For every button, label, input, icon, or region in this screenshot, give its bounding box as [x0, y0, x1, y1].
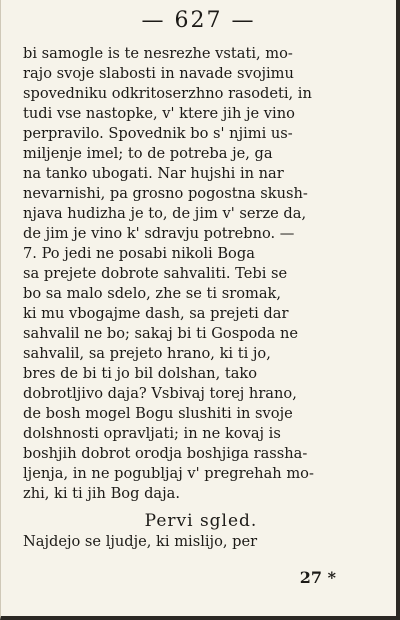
text-line: Najdejo se ljudje, ki mislijo, per [23, 533, 258, 550]
page-number: — 627 — [141, 8, 256, 33]
section-heading: Pervi sgled. [144, 511, 258, 531]
text-line: de bosh mogel Bogu slushiti in svoje [23, 405, 293, 422]
text-line: bi samogle is te nesrezhe vstati, mo- [23, 45, 293, 62]
text-line: dolshnosti opravljati; in ne kovaj is [23, 425, 281, 442]
text-line: ki mu vbogajme dash, sa prejeti dar [23, 305, 289, 322]
text-line: sahvalil ne bo; sakaj bi ti Gospoda ne [23, 325, 299, 342]
text-line: 7. Po jedi ne posabi nikoli Boga [23, 245, 255, 262]
text-line: dobrotljivo daja? Vsbivaj torej hrano, [23, 385, 297, 402]
text-line: perpravilo. Spovednik bo s' njimi us- [23, 125, 293, 142]
text-line: miljenje imel; to de potreba je, ga [23, 145, 273, 162]
text-line: nevarnishi, pa grosno pogostna skush- [23, 185, 308, 202]
text-line: de jim je vino k' sdravju potrebno. — [23, 225, 295, 242]
text-line: sahvalil, sa prejeto hrano, ki ti jo, [23, 345, 271, 362]
text-line: rajo svoje slabosti in navade svojimu [23, 65, 294, 82]
text-line: ljenja, in ne pogubljaj v' pregrehah mo- [23, 465, 314, 482]
signature-mark: 27 * [299, 568, 336, 587]
text-line: sa prejete dobrote sahvaliti. Tebi se [23, 265, 288, 282]
text-line: boshjih dobrot orodja boshjiga rassha- [23, 445, 308, 462]
text-line: tudi vse nastopke, v' ktere jih je vino [23, 105, 295, 122]
text-line: zhi, ki ti jih Bog daja. [23, 485, 180, 502]
text-line: bres de bi ti jo bil dolshan, tako [23, 365, 258, 382]
text-line: bo sa malo sdelo, zhe se ti sromak, [23, 285, 281, 302]
text-line: spovedniku odkritoserzhno rasodeti, in [23, 85, 312, 102]
page-body [23, 44, 379, 552]
text-line: na tanko ubogati. Nar hujshi in nar [23, 165, 284, 182]
text-line: njava hudizha je to, de jim v' serze da, [23, 205, 307, 222]
